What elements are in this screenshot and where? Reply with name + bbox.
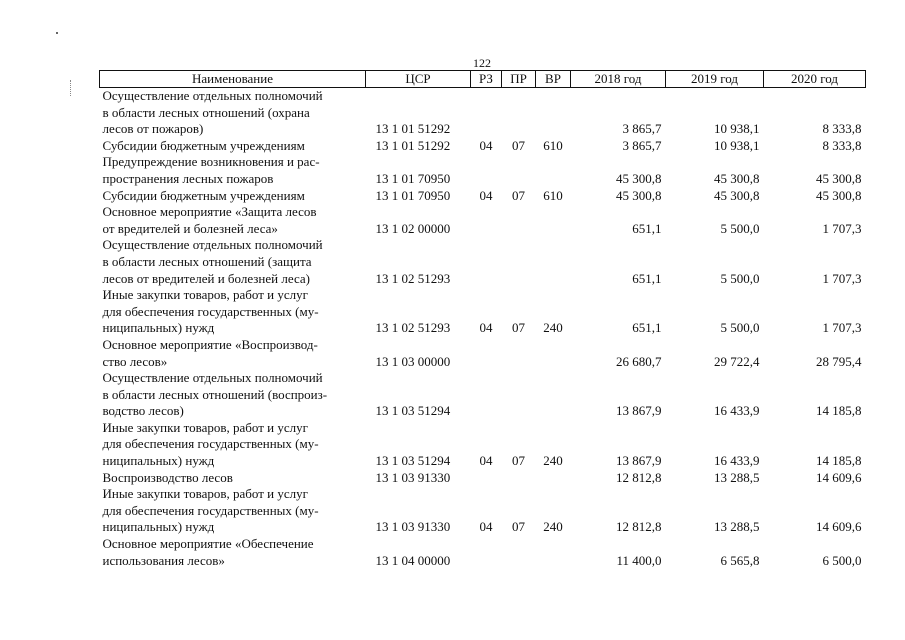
row-rz <box>471 154 502 187</box>
row-pr: 07 <box>512 453 525 469</box>
row-pr <box>502 204 536 237</box>
row-value-2018: 13 867,9 <box>616 403 662 419</box>
row-name <box>100 287 366 337</box>
row-name-line: Основное мероприятие «Защита лесов <box>102 204 317 220</box>
row-value-2018: 45 300,8 <box>616 170 662 186</box>
column-header-name: Наименование <box>100 71 366 88</box>
row-name-line: Осуществление отдельных полномочий <box>102 88 323 103</box>
row-value-2019: 16 433,9 <box>714 453 760 469</box>
row-name-line: для обеспечения государственных (му- <box>102 502 319 518</box>
row-value-2020: 14 185,8 <box>816 453 862 469</box>
row-value-2020: 8 333,8 <box>822 121 862 137</box>
row-rz <box>471 470 502 487</box>
row-name-line: Субсидии бюджетным учреждениям <box>102 137 305 153</box>
row-name-line: Основное мероприятие «Обеспечение <box>102 536 314 552</box>
row-value-2020: 45 300,8 <box>816 170 862 186</box>
row-pr <box>502 370 536 420</box>
table-row <box>100 237 866 287</box>
row-value-2020: 1 707,3 <box>822 270 862 286</box>
row-value-2018: 3 865,7 <box>622 137 662 153</box>
table-row <box>100 287 866 337</box>
row-value-2019: 5 500,0 <box>720 270 760 286</box>
row-name-line: Иные закупки товаров, работ и услуг <box>102 419 308 435</box>
row-name <box>100 337 366 370</box>
row-name-line: использования лесов» <box>102 552 225 568</box>
row-value-2020: 14 609,6 <box>816 469 862 485</box>
row-vr <box>536 237 571 287</box>
row-vr <box>536 337 571 370</box>
table-row <box>100 470 866 487</box>
row-rz <box>471 370 502 420</box>
row-csr: 13 1 01 70950 <box>375 187 451 203</box>
row-csr: 13 1 02 00000 <box>375 220 451 236</box>
row-name <box>100 237 366 287</box>
row-value-2020: 28 795,4 <box>816 353 862 369</box>
row-name-line: лесов от вредителей и болезней леса) <box>102 270 310 286</box>
row-csr: 13 1 04 00000 <box>375 552 451 568</box>
row-pr <box>502 337 536 370</box>
row-vr: 240 <box>543 453 563 469</box>
row-name-line: Предупреждение возникновения и рас- <box>102 154 320 170</box>
row-vr <box>536 88 571 138</box>
row-rz: 04 <box>479 187 493 203</box>
row-rz <box>471 88 502 138</box>
row-name-line: в области лесных отношений (охрана <box>102 104 310 120</box>
row-value-2018: 12 812,8 <box>616 469 662 485</box>
row-name <box>100 470 366 487</box>
row-pr: 07 <box>512 320 525 336</box>
row-value-2019: 13 288,5 <box>714 519 760 535</box>
column-header-vr: ВР <box>536 71 571 88</box>
column-header-2020: 2020 год <box>764 71 866 88</box>
row-name <box>100 204 366 237</box>
table-row <box>100 420 866 470</box>
row-value-2020: 8 333,8 <box>822 137 862 153</box>
row-pr <box>502 88 536 138</box>
row-value-2018: 13 867,9 <box>616 453 662 469</box>
row-value-2019: 5 500,0 <box>720 220 760 236</box>
row-value-2019: 6 565,8 <box>720 552 760 568</box>
row-name-line: Субсидии бюджетным учреждениям <box>102 187 305 203</box>
row-csr: 13 1 01 70950 <box>375 170 451 186</box>
row-vr: 240 <box>543 320 563 336</box>
row-vr: 240 <box>543 519 563 535</box>
row-name <box>100 420 366 470</box>
row-rz <box>471 337 502 370</box>
table-row <box>100 204 866 237</box>
row-name <box>100 154 366 187</box>
row-rz: 04 <box>479 453 493 469</box>
row-vr <box>536 470 571 487</box>
row-csr: 13 1 03 51294 <box>375 403 451 419</box>
row-rz <box>471 204 502 237</box>
row-value-2020: 14 609,6 <box>816 519 862 535</box>
row-name <box>100 536 366 569</box>
row-value-2019: 45 300,8 <box>714 170 760 186</box>
row-value-2019: 45 300,8 <box>714 187 760 203</box>
row-value-2019: 29 722,4 <box>714 353 760 369</box>
row-name-line: для обеспечения государственных (му- <box>102 436 319 452</box>
row-value-2020: 14 185,8 <box>816 403 862 419</box>
row-rz: 04 <box>479 519 493 535</box>
row-csr: 13 1 02 51293 <box>375 320 451 336</box>
row-value-2018: 651,1 <box>632 220 662 236</box>
row-value-2019: 10 938,1 <box>714 137 760 153</box>
row-name-line: Воспроизводство лесов <box>102 469 233 485</box>
row-pr: 07 <box>512 137 525 153</box>
table-row <box>100 88 866 138</box>
row-vr: 610 <box>543 137 563 153</box>
row-rz <box>471 237 502 287</box>
table-header <box>100 71 866 88</box>
row-rz: 04 <box>479 137 493 153</box>
table-row <box>100 370 866 420</box>
row-name-line: для обеспечения государственных (му- <box>102 303 319 319</box>
table-row <box>100 337 866 370</box>
page-number: 122 <box>473 56 491 70</box>
row-value-2019: 16 433,9 <box>714 403 760 419</box>
row-name-line: пространения лесных пожаров <box>102 170 274 186</box>
column-header-pr: ПР <box>502 71 536 88</box>
row-value-2018: 45 300,8 <box>616 187 662 203</box>
row-name-line: водство лесов) <box>102 403 184 419</box>
row-name-line: Осуществление отдельных полномочий <box>102 237 323 253</box>
row-value-2019: 5 500,0 <box>720 320 760 336</box>
row-value-2020: 1 707,3 <box>822 220 862 236</box>
column-header-rz: РЗ <box>471 71 502 88</box>
row-name-line: от вредителей и болезней леса» <box>102 220 278 236</box>
row-csr: 13 1 03 51294 <box>375 453 451 469</box>
column-header-2019: 2019 год <box>666 71 764 88</box>
row-name <box>100 370 366 420</box>
row-name <box>100 88 366 138</box>
row-pr <box>502 536 536 569</box>
row-pr <box>502 237 536 287</box>
row-value-2020: 6 500,0 <box>822 552 862 568</box>
row-name <box>100 138 366 155</box>
row-name-line: ниципальных) нужд <box>102 320 215 336</box>
row-name-line: в области лесных отношений (воспроиз- <box>102 386 328 402</box>
row-value-2019: 10 938,1 <box>714 121 760 137</box>
row-name-line: лесов от пожаров) <box>102 121 204 137</box>
row-name-line: ство лесов» <box>102 353 168 369</box>
row-pr: 07 <box>512 187 525 203</box>
row-name-line: Иные закупки товаров, работ и услуг <box>102 287 308 303</box>
budget-table <box>99 70 866 569</box>
row-name <box>100 188 366 205</box>
row-name-line: ниципальных) нужд <box>102 519 215 535</box>
row-csr: 13 1 01 51292 <box>375 121 451 137</box>
table-row <box>100 188 866 205</box>
row-name-line: ниципальных) нужд <box>102 453 215 469</box>
row-value-2018: 651,1 <box>632 270 662 286</box>
table-row <box>100 536 866 569</box>
row-pr: 07 <box>512 519 525 535</box>
row-vr <box>536 154 571 187</box>
row-rz: 04 <box>479 320 493 336</box>
row-rz <box>471 536 502 569</box>
row-csr: 13 1 01 51292 <box>375 137 451 153</box>
row-pr <box>502 470 536 487</box>
row-csr: 13 1 03 91330 <box>375 519 451 535</box>
row-csr: 13 1 02 51293 <box>375 270 451 286</box>
scan-speck <box>56 32 58 34</box>
row-value-2018: 3 865,7 <box>622 121 662 137</box>
column-header-2018: 2018 год <box>571 71 666 88</box>
row-vr <box>536 536 571 569</box>
row-csr: 13 1 03 00000 <box>375 353 451 369</box>
row-vr <box>536 204 571 237</box>
column-header-csr: ЦСР <box>366 71 471 88</box>
row-name-line: Осуществление отдельных полномочий <box>102 370 323 386</box>
row-pr <box>502 154 536 187</box>
row-value-2018: 11 400,0 <box>616 552 662 568</box>
row-vr: 610 <box>543 187 563 203</box>
row-name <box>100 486 366 536</box>
table-row <box>100 486 866 536</box>
table-row <box>100 154 866 187</box>
row-csr: 13 1 03 91330 <box>375 469 451 485</box>
row-value-2018: 651,1 <box>632 320 662 336</box>
row-name-line: в области лесных отношений (защита <box>102 253 312 269</box>
row-name-line: Иные закупки товаров, работ и услуг <box>102 486 308 502</box>
row-name-line: Основное мероприятие «Воспроизвод- <box>102 336 318 352</box>
row-value-2018: 12 812,8 <box>616 519 662 535</box>
table-row <box>100 138 866 155</box>
margin-mark <box>70 80 77 96</box>
row-vr <box>536 370 571 420</box>
row-value-2020: 45 300,8 <box>816 187 862 203</box>
row-value-2018: 26 680,7 <box>616 353 662 369</box>
table-body <box>100 88 866 570</box>
row-value-2020: 1 707,3 <box>822 320 862 336</box>
row-value-2019: 13 288,5 <box>714 469 760 485</box>
